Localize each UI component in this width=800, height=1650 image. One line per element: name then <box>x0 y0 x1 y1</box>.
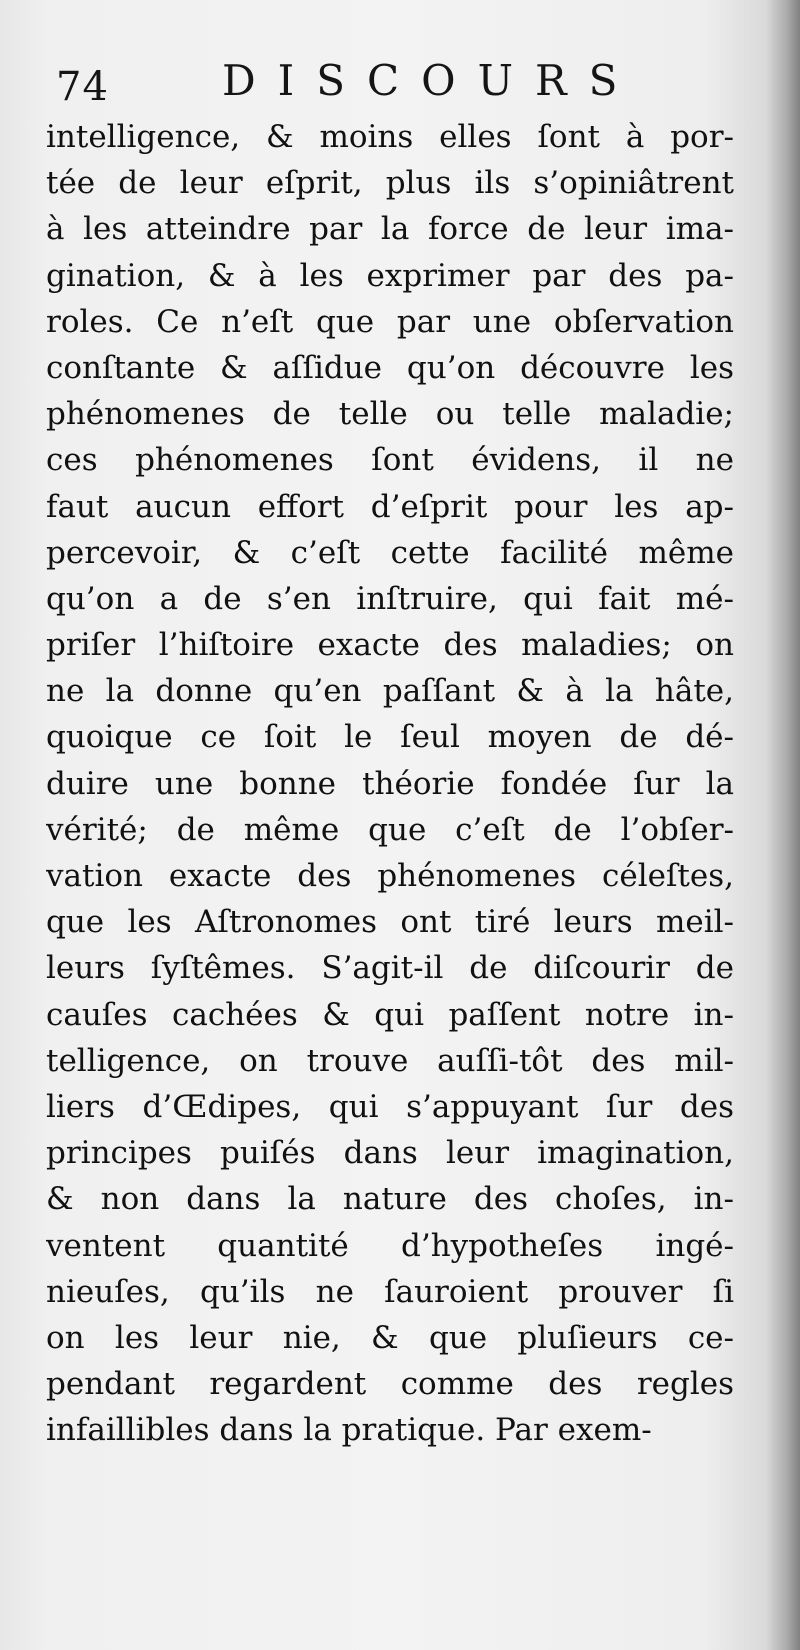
text-line: que les Aſtronomes ont tiré leurs meil- <box>46 904 734 941</box>
text-line: cauſes cachées & qui paſſent notre in- <box>46 996 734 1033</box>
text-line: quoique ce ſoit le ſeul moyen de dé- <box>46 719 734 756</box>
page-header <box>56 56 736 112</box>
text-line: phénomenes de telle ou telle maladie; <box>46 396 734 433</box>
text-line: liers d’Œdipes, qui s’appuyant ſur des <box>46 1088 734 1125</box>
text-line: ces phénomenes ſont évidens, il ne <box>46 442 734 479</box>
text-line: ventent quantité d’hypotheſes ingé- <box>46 1227 734 1264</box>
text-line: vation exacte des phénomenes céleſtes, <box>46 858 734 894</box>
text-line: gination, & à les exprimer par des pa- <box>46 257 734 294</box>
text-line: percevoir, & c’eſt cette facilité même <box>46 534 734 571</box>
text-line: nieuſes, qu’ils ne ſauroient prouver ſi <box>46 1273 734 1310</box>
running-title: DISCOURS <box>222 56 640 105</box>
text-line: telligence, on trouve auſſi-tôt des mil- <box>46 1042 734 1079</box>
text-line: duire une bonne théorie fondée ſur la <box>46 765 734 802</box>
text-line: roles. Ce n’eſt que par une obſervation <box>46 303 734 340</box>
text-line: pendant regardent comme des regles <box>46 1366 734 1403</box>
text-line: vérité; de même que c’eſt de l’obſer- <box>46 811 734 848</box>
text-line: infaillibles dans la pratique. Par exem- <box>46 1412 652 1449</box>
body-text <box>46 114 734 1453</box>
text-line: principes puiſés dans leur imagination, <box>46 1135 734 1172</box>
text-line: ne la donne qu’en paſſant & à la hâte, <box>46 673 734 710</box>
text-line: & non dans la nature des choſes, in- <box>46 1181 734 1218</box>
text-line: on les leur nie, & que pluſieurs ce- <box>46 1319 734 1356</box>
text-line: conſtante & aſſidue qu’on découvre les <box>46 349 734 386</box>
text-line: faut aucun effort d’eſprit pour les ap- <box>46 488 734 525</box>
text-line: priſer l’hiſtoire exacte des maladies; on <box>46 627 734 664</box>
text-line: intelligence, & moins elles ſont à por- <box>46 119 734 155</box>
text-line: qu’on a de s’en inſtruire, qui fait mé- <box>46 580 734 617</box>
text-line: à les atteindre par la force de leur ima- <box>46 211 734 248</box>
text-line: leurs ſyſtêmes. S’agit-il de diſcourir de <box>46 950 734 987</box>
text-line: tée de leur eſprit, plus ils s’opiniâtrent <box>46 165 734 202</box>
page-gutter-shadow <box>766 0 800 1650</box>
page-number: 74 <box>56 64 109 110</box>
